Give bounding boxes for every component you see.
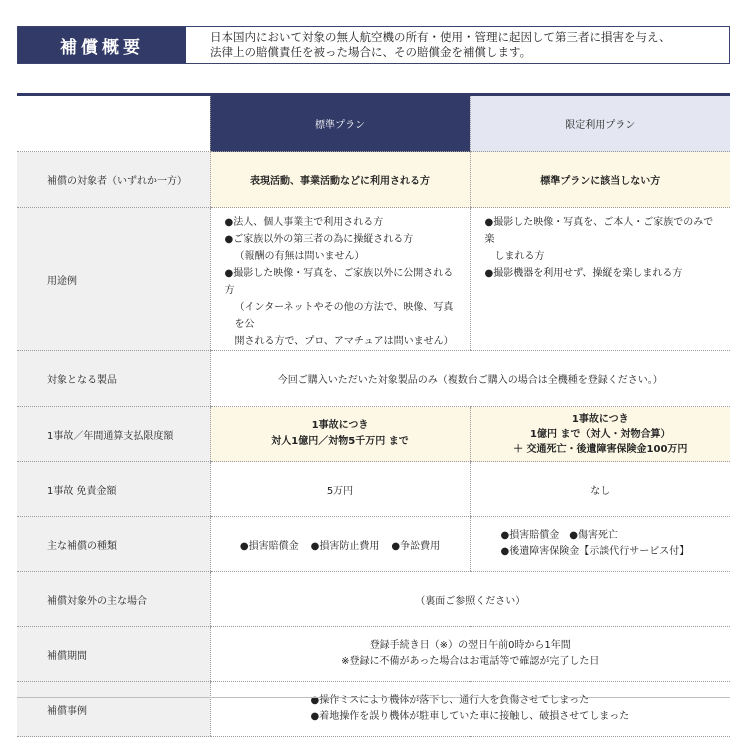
row-label: 用途例: [17, 208, 210, 351]
limited-types-line2: ●後遺障害保険金【示談代行サービス付】: [500, 546, 690, 557]
limited-types-line1: ●損害賠償金 ●傷害死亡: [500, 530, 618, 541]
examples-value: [210, 682, 730, 737]
list-item-note: 開される方で、プロ、アマチュアは問いません）: [234, 336, 454, 347]
list-item: ●撮影機器を利用せず、操縦を楽しまれる方: [484, 268, 683, 279]
limited-plan-heading: 限定利用プラン: [470, 95, 730, 152]
table-bottom-rule: [17, 697, 730, 698]
standard-deductible: 5万円: [210, 462, 470, 517]
row-target: [17, 152, 730, 208]
limited-deductible: なし: [470, 462, 730, 517]
row-label: 1事故 免責金額: [17, 462, 210, 517]
list-item: ●ご家族以外の第三者の為に操縦される方: [224, 234, 414, 245]
row-usage: [17, 208, 730, 351]
limited-limit: [470, 407, 730, 462]
standard-usage-list: [210, 208, 470, 351]
example-line2: ●着地操作を誤り機体が駐車していた車に接触し、破損させてしまった: [310, 711, 630, 722]
row-label: 対象となる製品: [17, 351, 210, 407]
corner-cell: [17, 95, 210, 152]
list-item-note: （報酬の有無は問いません）: [234, 251, 365, 262]
period-line2: ※登録に不備があった場合はお電話等で確認が完了した日: [341, 656, 600, 667]
list-item: ●法人、個人事業主で利用される方: [224, 217, 384, 228]
standard-plan-heading: 標準プラン: [210, 95, 470, 152]
standard-limit: [210, 407, 470, 462]
exclusions-value: （裏面ご参照ください）: [210, 572, 730, 627]
period-line1: 登録手続き日（※）の翌日午前0時から1年間: [369, 640, 571, 651]
list-item: ●撮影した映像・写真を、ご本人・ご家族でのみで楽: [484, 217, 714, 245]
summary-header: [17, 26, 730, 64]
summary-description-line2: 法律上の賠償責任を被った場合に、その賠償金を補償します。: [210, 45, 532, 59]
standard-limit-line1: 1事故につき: [311, 420, 369, 431]
coverage-table: [17, 93, 730, 737]
row-label: 1事故／年間通算支払限度額: [17, 407, 210, 462]
period-value: [210, 627, 730, 682]
list-item: ●損害防止費用: [310, 540, 380, 552]
limited-types: [470, 517, 730, 572]
row-label: 主な補償の種類: [17, 517, 210, 572]
row-limit: [17, 407, 730, 462]
row-exclusions: [17, 572, 730, 627]
row-label: 補償対象外の主な場合: [17, 572, 210, 627]
row-product: [17, 351, 730, 407]
limited-target: 標準プランに該当しない方: [470, 152, 730, 208]
standard-target: 表現活動、事業活動などに利用される方: [210, 152, 470, 208]
row-label: 補償期間: [17, 627, 210, 682]
limited-limit-line3: ＋ 交通死亡・後遺障害保険金100万円: [513, 443, 688, 455]
list-item: ●争訟費用: [391, 540, 441, 552]
list-item-note: しまれる方: [494, 251, 545, 262]
row-deductible: [17, 462, 730, 517]
standard-limit-line2: 対人1億円／対物5千万円 まで: [271, 436, 409, 447]
row-period: [17, 627, 730, 682]
example-line1: ●操作ミスにより機体が落下し、通行人を負傷させてしまった: [310, 695, 590, 706]
row-label: 補償事例: [17, 682, 210, 737]
row-types: [17, 517, 730, 572]
row-label: 補償の対象者（いずれか一方）: [17, 152, 210, 208]
product-value: 今回ご購入いただいた対象製品のみ（複数台ご購入の場合は全機種を登録ください。）: [210, 351, 730, 407]
limited-limit-line1: 1事故につき: [571, 413, 629, 425]
row-examples: [17, 682, 730, 737]
summary-title: 補償概要: [18, 27, 186, 63]
summary-description-line1: 日本国内において対象の無人航空機の所有・使用・管理に起因して第三者に損害を与え、: [210, 30, 671, 44]
limited-usage-list: [470, 208, 730, 351]
list-item: ●撮影した映像・写真を、ご家族以外に公開される方: [224, 268, 454, 296]
summary-description: [186, 27, 729, 63]
standard-types: [210, 517, 470, 572]
list-item: ●損害賠償金: [239, 540, 299, 552]
plan-header-row: [17, 95, 730, 152]
list-item-note: （インターネットやその他の方法で、映像、写真を公: [234, 302, 454, 330]
limited-limit-line2: 1億円 まで（対人・対物合算）: [530, 428, 671, 440]
